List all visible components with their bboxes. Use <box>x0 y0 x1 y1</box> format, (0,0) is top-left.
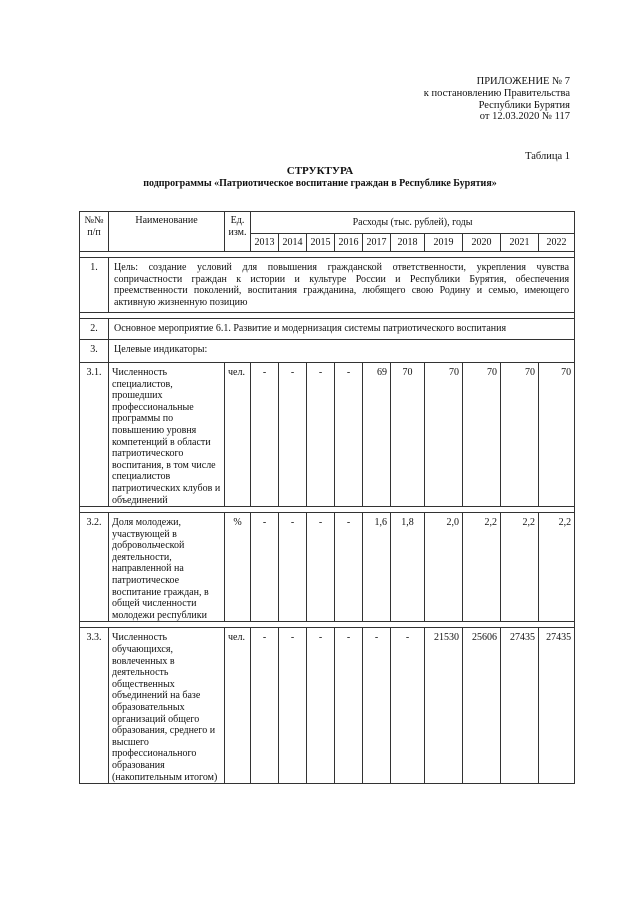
goal-row <box>80 258 575 313</box>
value-cell: 70 <box>425 362 463 506</box>
table-row <box>80 628 575 784</box>
year-cell: 2021 <box>501 234 539 252</box>
value-cell: - <box>307 628 335 784</box>
indicator-name: Численность специалистов, прошедших профессиональные программы по повышению уровня компетенций в области патриотического воспитания, в том числе специалистов патриотических клубов и объединений <box>109 362 225 506</box>
value-cell: 27435 <box>539 628 575 784</box>
indicator-name: Доля молодежи, участвующей в добровольческой деятельности, направленной на патриотическое воспитание граждан, в общей численности молодежи республики <box>109 513 225 622</box>
year-cell: 2020 <box>463 234 501 252</box>
value-cell: 70 <box>539 362 575 506</box>
appendix-block <box>350 76 570 123</box>
col-name-header: Наименование <box>109 212 225 252</box>
year-cell: 2013 <box>251 234 279 252</box>
year-cell: 2019 <box>425 234 463 252</box>
indicator-unit: чел. <box>225 362 251 506</box>
value-cell: - <box>251 362 279 506</box>
value-cell: - <box>251 628 279 784</box>
table-header-row <box>80 212 575 234</box>
value-cell: 27435 <box>501 628 539 784</box>
row-number: 3.1. <box>80 362 109 506</box>
value-cell: - <box>391 628 425 784</box>
year-cell: 2015 <box>307 234 335 252</box>
value-cell: 70 <box>463 362 501 506</box>
row-number: 3. <box>80 339 109 362</box>
document-title: СТРУКТУРА <box>286 165 354 177</box>
value-cell: 70 <box>391 362 425 506</box>
value-cell: - <box>307 362 335 506</box>
value-cell: 1,6 <box>363 513 391 622</box>
row-number: 2. <box>80 319 109 340</box>
value-cell: 1,8 <box>391 513 425 622</box>
value-cell: - <box>335 513 363 622</box>
value-cell: - <box>335 362 363 506</box>
col-expenses-header: Расходы (тыс. рублей), годы <box>251 212 575 234</box>
table-row <box>80 362 575 506</box>
value-cell: 2,2 <box>463 513 501 622</box>
value-cell: 2,2 <box>539 513 575 622</box>
row-number: 3.3. <box>80 628 109 784</box>
value-cell: 70 <box>501 362 539 506</box>
value-cell: - <box>279 362 307 506</box>
year-cell: 2018 <box>391 234 425 252</box>
appendix-line: от 12.03.2020 № 117 <box>479 111 570 123</box>
year-cell: 2022 <box>539 234 575 252</box>
indicator-unit: % <box>225 513 251 622</box>
document-subtitle: подпрограммы «Патриотическое воспитание граждан в Республике Бурятия» <box>143 178 497 189</box>
value-cell: - <box>307 513 335 622</box>
col-unit-header: Ед. изм. <box>225 212 251 252</box>
value-cell: 2,0 <box>425 513 463 622</box>
value-cell: 25606 <box>463 628 501 784</box>
col-num-header: №№ п/п <box>80 212 109 252</box>
year-cell: 2014 <box>279 234 307 252</box>
indicators-header-row <box>80 339 575 362</box>
table-number: Таблица 1 <box>525 151 570 162</box>
activity-text: Основное мероприятие 6.1. Развитие и модернизация системы патриотического воспитания <box>109 319 575 340</box>
goal-text: Цель: создание условий для повышения гражданской ответственности, укрепления чувства сопричастности граждан к истории и культуре России и Республики Бурятия, обеспечения преемственности поколений, воспитания гражданина, любящего свою Родину и семью, имеющего активную жизненную позицию <box>109 258 575 313</box>
value-cell: - <box>279 513 307 622</box>
indicators-header-text: Целевые индикаторы: <box>109 339 575 362</box>
year-cell: 2016 <box>335 234 363 252</box>
value-cell: 21530 <box>425 628 463 784</box>
appendix-line: Республики Бурятия <box>478 99 570 111</box>
value-cell: 2,2 <box>501 513 539 622</box>
year-cell: 2017 <box>363 234 391 252</box>
value-cell: - <box>251 513 279 622</box>
activity-row <box>80 319 575 340</box>
table-row <box>80 513 575 622</box>
appendix-line: ПРИЛОЖЕНИЕ № 7 <box>476 76 570 87</box>
value-cell: 69 <box>363 362 391 506</box>
value-cell: - <box>279 628 307 784</box>
row-number: 1. <box>80 258 109 313</box>
indicator-unit: чел. <box>225 628 251 784</box>
value-cell: - <box>335 628 363 784</box>
structure-table <box>79 211 575 784</box>
value-cell: - <box>363 628 391 784</box>
appendix-line: к постановлению Правительства <box>423 87 570 99</box>
indicator-name: Численность обучающихся, вовлеченных в деятельность общественных объединений на базе образовательных организаций общего образования, среднего и высшего профессионального образования (накопительным итогом) <box>109 628 225 784</box>
row-number: 3.2. <box>80 513 109 622</box>
